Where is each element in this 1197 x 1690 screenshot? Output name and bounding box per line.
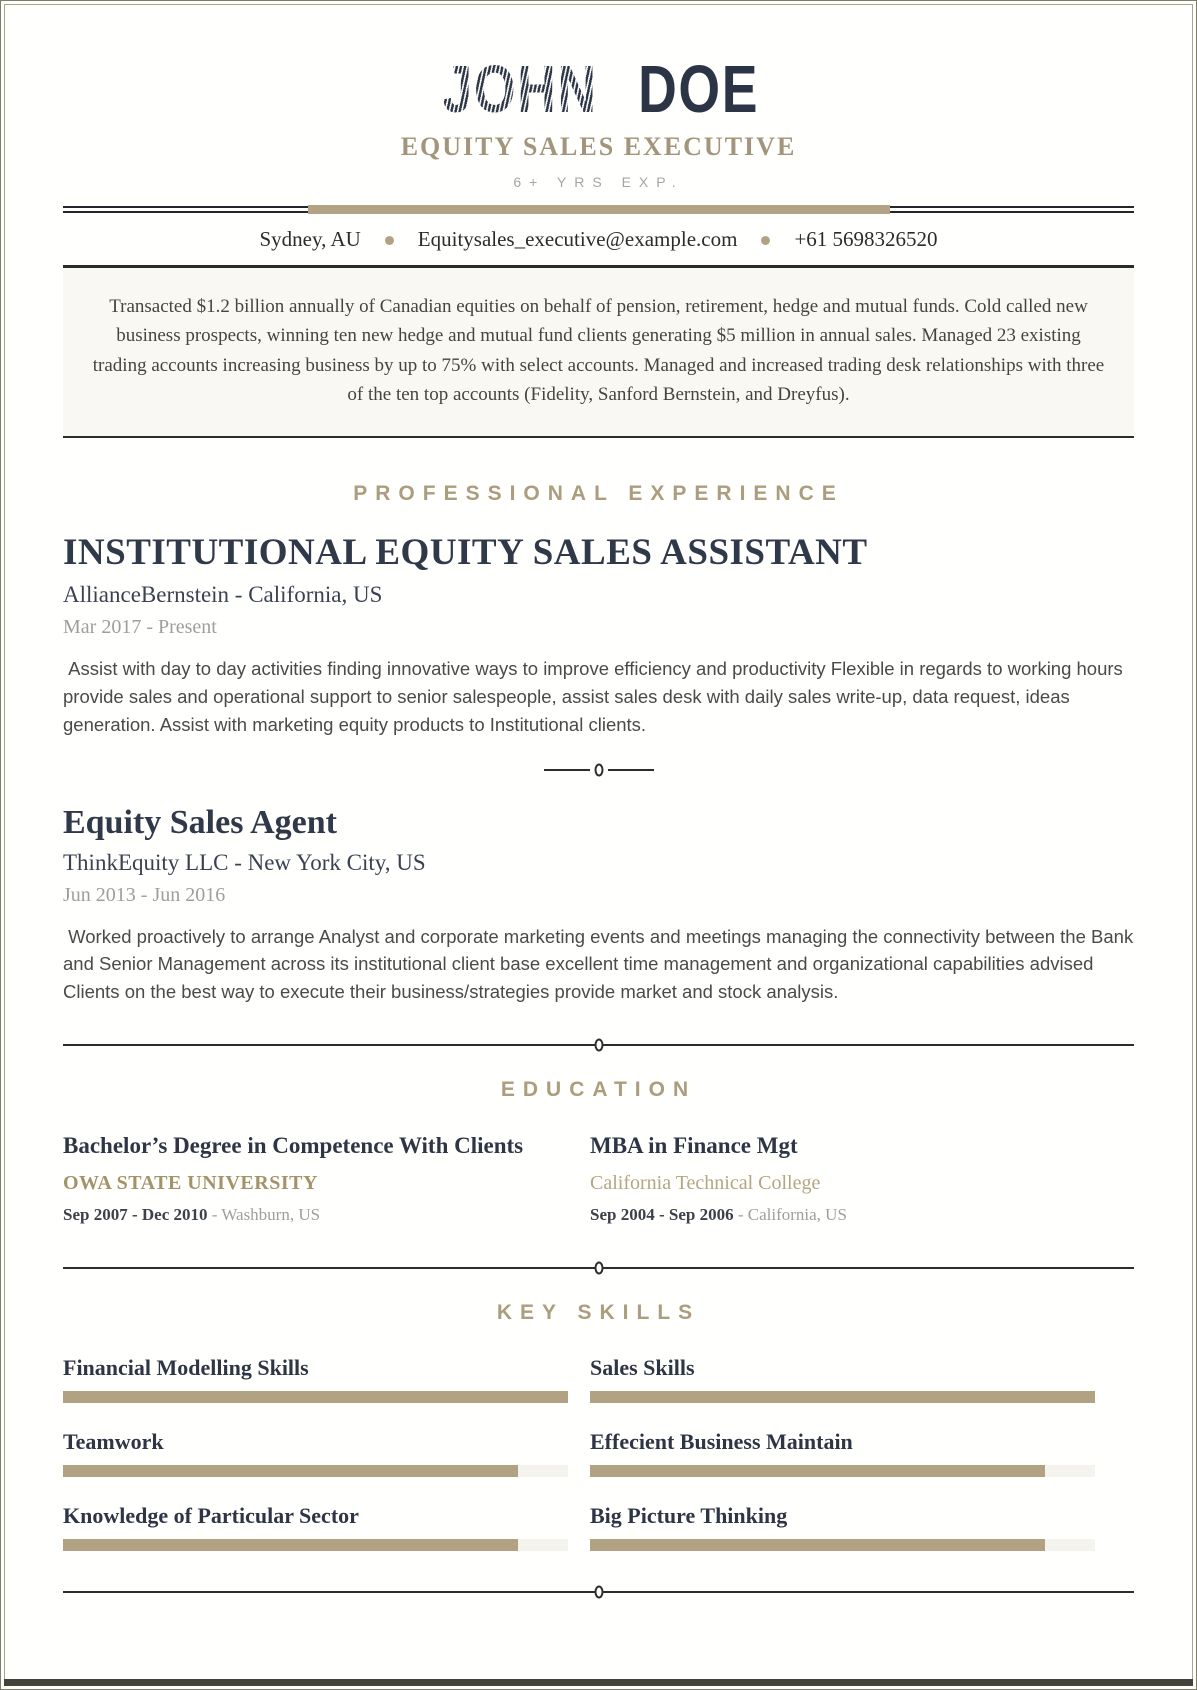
skills-grid bbox=[63, 1355, 1134, 1551]
education-dates: Sep 2004 - Sep 2006 bbox=[590, 1204, 734, 1224]
divider-line bbox=[608, 769, 654, 771]
school-name: OWA STATE UNIVERSITY bbox=[63, 1171, 318, 1194]
skill-bar bbox=[590, 1539, 1095, 1551]
skill-name: Knowledge of Particular Sector bbox=[63, 1502, 359, 1528]
experience-item bbox=[63, 532, 1134, 739]
job-company: ThinkEquity LLC - New York City, US bbox=[63, 849, 426, 875]
skill-item bbox=[63, 1429, 568, 1477]
skill-bar bbox=[590, 1391, 1095, 1403]
divider-circle-icon bbox=[594, 1038, 603, 1051]
skill-item bbox=[590, 1355, 1134, 1403]
education-item bbox=[590, 1130, 1134, 1225]
school-name: California Technical College bbox=[590, 1171, 821, 1194]
summary-box bbox=[63, 265, 1134, 438]
degree-title: MBA in Finance Mgt bbox=[590, 1132, 798, 1158]
job-description: Assist with day to day activities finding innovative ways to improve efficiency and productivity Flexible in regards to working hours provide sales and operational support to senior salespeople, assist sales desk with daily sales write-up, data request, ideas generation. Assist with marketing equity products to Institutional clients. bbox=[63, 658, 1128, 735]
education-location: - Washburn, US bbox=[207, 1204, 321, 1224]
bullet-dot-icon bbox=[385, 236, 394, 245]
job-dates: Jun 2013 - Jun 2016 bbox=[63, 883, 226, 906]
section-title-education: EDUCATION bbox=[500, 1077, 697, 1101]
section-title-skills: KEY SKILLS bbox=[496, 1300, 701, 1324]
skill-item bbox=[590, 1503, 1134, 1551]
divider-full bbox=[63, 1585, 1134, 1599]
skill-item bbox=[63, 1355, 568, 1403]
job-company: AllianceBernstein - California, US bbox=[63, 582, 383, 608]
divider-circle-icon bbox=[594, 763, 603, 776]
candidate-first-name: JOHN bbox=[442, 52, 598, 127]
education-dates-line bbox=[63, 1205, 568, 1225]
skill-item bbox=[590, 1429, 1134, 1477]
bullet-dot-icon bbox=[761, 236, 770, 245]
experience-item bbox=[63, 803, 1139, 1006]
skill-name: Financial Modelling Skills bbox=[63, 1354, 309, 1380]
resume-content bbox=[1, 1, 1196, 1599]
job-role: Equity Sales Agent bbox=[63, 803, 337, 841]
skill-bar bbox=[590, 1465, 1095, 1477]
skill-bar-fill bbox=[590, 1465, 1045, 1477]
divider-full bbox=[63, 1038, 1134, 1052]
skill-bar-fill bbox=[590, 1391, 1095, 1403]
degree-title: Bachelor’s Degree in Competence With Clients bbox=[63, 1132, 524, 1158]
education-grid bbox=[63, 1130, 1134, 1225]
contact-phone: +61 5698326520 bbox=[794, 227, 938, 251]
divider-line bbox=[544, 769, 590, 771]
education-dates: Sep 2007 - Dec 2010 bbox=[63, 1204, 208, 1224]
header-rule-accent-bar bbox=[308, 205, 890, 214]
skill-bar-fill bbox=[63, 1465, 518, 1477]
job-description: Worked proactively to arrange Analyst and corporate marketing events and meetings managing the connectivity between the Bank and Senior Management across its institutional client base excellent time management and organizational capabilities advised Clients on the best way to execute their business/strategies provide market and stock analysis. bbox=[63, 925, 1139, 1003]
education-location: - California, US bbox=[733, 1204, 847, 1224]
skill-name: Teamwork bbox=[63, 1428, 164, 1454]
skill-bar bbox=[63, 1465, 568, 1477]
skill-item bbox=[63, 1503, 568, 1551]
divider-circle-icon bbox=[594, 1585, 603, 1598]
candidate-last-name: DOE bbox=[638, 52, 760, 127]
candidate-job-title: EQUITY SALES EXECUTIVE bbox=[400, 132, 797, 161]
education-dates-line bbox=[590, 1205, 1134, 1225]
contact-line bbox=[63, 227, 1134, 252]
skill-bar-fill bbox=[63, 1391, 568, 1403]
skill-name: Sales Skills bbox=[590, 1354, 695, 1380]
skill-name: Effecient Business Maintain bbox=[590, 1428, 853, 1454]
job-role: INSTITUTIONAL EQUITY SALES ASSISTANT bbox=[63, 531, 868, 573]
summary-text: Transacted $1.2 billion annually of Canadian equities on behalf of pension, retirement, hedge and mutual funds. Cold called new business prospects, winning ten new hedge and mutual fund clients generating $5 million in annual sales. Managed 23 existing trading accounts increasing business by up to 75% with select accounts. Managed and increased trading desk relationships with three of the ten top accounts (Fidelity, Sanford Bernstein, and Dreyfus). bbox=[92, 296, 1105, 406]
education-item bbox=[63, 1130, 568, 1225]
skill-bar bbox=[63, 1539, 568, 1551]
experience-badge: 6+ YRS EXP. bbox=[513, 174, 684, 190]
skill-name: Big Picture Thinking bbox=[590, 1502, 788, 1528]
page-bottom-bar bbox=[4, 1679, 1193, 1686]
contact-location: Sydney, AU bbox=[259, 227, 361, 251]
skill-bar-fill bbox=[590, 1539, 1045, 1551]
divider-full bbox=[63, 1261, 1134, 1275]
job-dates: Mar 2017 - Present bbox=[63, 616, 217, 639]
header-rule bbox=[63, 206, 1134, 213]
candidate-name bbox=[63, 51, 1134, 128]
section-title-experience: PROFESSIONAL EXPERIENCE bbox=[353, 481, 844, 505]
skill-bar bbox=[63, 1391, 568, 1403]
skill-bar-fill bbox=[63, 1539, 518, 1551]
contact-email: Equitysales_executive@example.com bbox=[417, 227, 738, 251]
divider-short bbox=[63, 763, 1134, 777]
divider-circle-icon bbox=[594, 1261, 603, 1274]
